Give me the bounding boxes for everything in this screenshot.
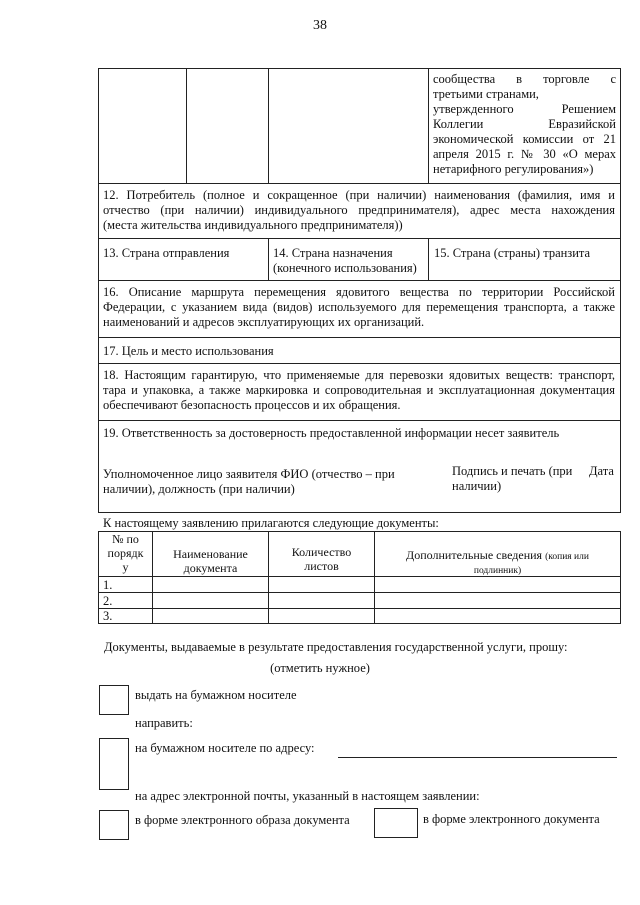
top-cell-text: сообщества в торговле с третьими странами, утвержденного Решением Коллегии Евразийской экономической комиссии от 21 апреля 2015 г. № 30 «О мерах нетарифного регулирования») <box>433 72 616 176</box>
field-19-responsibility: 19. Ответственность за достоверность предоставленной информации несет заявитель <box>103 426 560 440</box>
e-document-label: в форме электронного документа <box>423 812 600 826</box>
documents-prompt: Документы, выдаваемые в результате предоставления государственной услуги, прошу: <box>104 640 568 654</box>
row-separator <box>98 337 621 338</box>
form-border-top <box>98 68 621 69</box>
field-15-transit-country: 15. Страна (страны) транзита <box>434 246 591 260</box>
form-border-left <box>98 68 99 512</box>
table-row-separator <box>98 592 621 593</box>
col-header-number: № по порядк у <box>107 532 144 574</box>
table-row-number: 3. <box>103 609 113 623</box>
table-top-border <box>98 531 621 532</box>
table-row-number: 1. <box>103 578 113 592</box>
attachments-title: К настоящему заявлению прилагаются следующие документы: <box>103 516 439 530</box>
date-label: Дата <box>589 464 614 478</box>
row-separator <box>98 363 621 364</box>
field-17-purpose: 17. Цель и место использования <box>103 344 274 358</box>
form-border-right <box>620 68 621 512</box>
table-border <box>620 531 621 624</box>
row-divider <box>268 238 269 280</box>
table-bottom-border <box>98 623 621 624</box>
field-14-destination-country: 14. Страна назначения (конечного использования) <box>273 246 417 275</box>
table-row-separator <box>98 608 621 609</box>
e-image-label: в форме электронного образа документа <box>135 813 350 827</box>
top-row-divider <box>186 68 187 183</box>
row-divider <box>428 238 429 280</box>
row-separator <box>98 238 621 239</box>
paper-address-checkbox[interactable] <box>99 738 129 790</box>
authorized-person-label: Уполномоченное лицо заявителя ФИО (отчество – при наличии), должность (при наличии) <box>103 467 395 496</box>
table-column-divider <box>152 531 153 624</box>
signature-seal-label: Подпись и печать (при наличии) <box>452 464 573 493</box>
col-header-sheet-count: Количество листов <box>291 545 352 573</box>
top-row-divider <box>428 68 429 183</box>
mark-needed-note: (отметить нужное) <box>270 661 370 675</box>
send-label: направить: <box>135 716 193 730</box>
field-16-route: 16. Описание маршрута перемещения ядовитого вещества по территории Российской Федерации, с указанием вида (видов) используемого для перемещения транспорта, а также наименований и адресов эксплуатирующих их организаций. <box>103 285 615 329</box>
address-input-line[interactable] <box>338 757 617 758</box>
page-number: 38 <box>313 18 327 33</box>
paper-address-label: на бумажном носителе по адресу: <box>135 741 315 755</box>
col-header-doc-name: Наименование документа <box>173 547 248 575</box>
row-separator <box>98 183 621 184</box>
field-18-guarantee: 18. Настоящим гарантирую, что применяемые для перевозки ядовитых веществ: транспорт, тара и упаковка, а также маркировка и сопроводительная и эксплуатационная документация обеспечивают безопасность процессов и их обращения. <box>103 368 615 412</box>
row-separator <box>98 512 621 513</box>
col-header-additional-info: Дополнительные сведения (копия или подлинник) <box>406 548 589 576</box>
paper-issue-label: выдать на бумажном носителе <box>135 688 297 702</box>
e-document-checkbox[interactable] <box>374 808 418 838</box>
top-row-divider <box>268 68 269 183</box>
row-separator <box>98 420 621 421</box>
e-image-checkbox[interactable] <box>99 810 129 840</box>
paper-issue-checkbox[interactable] <box>99 685 129 715</box>
row-separator <box>98 280 621 281</box>
field-12-consumer: 12. Потребитель (полное и сокращенное (при наличии) наименования (фамилия, имя и отчество (при наличии) индивидуального предпринимателя), адрес места нахождения (места жительства индивидуального предпринимателя)) <box>103 188 615 232</box>
email-option-label: на адрес электронной почты, указанный в настоящем заявлении: <box>135 789 480 803</box>
table-row-number: 2. <box>103 594 113 608</box>
field-13-origin-country: 13. Страна отправления <box>103 246 230 260</box>
